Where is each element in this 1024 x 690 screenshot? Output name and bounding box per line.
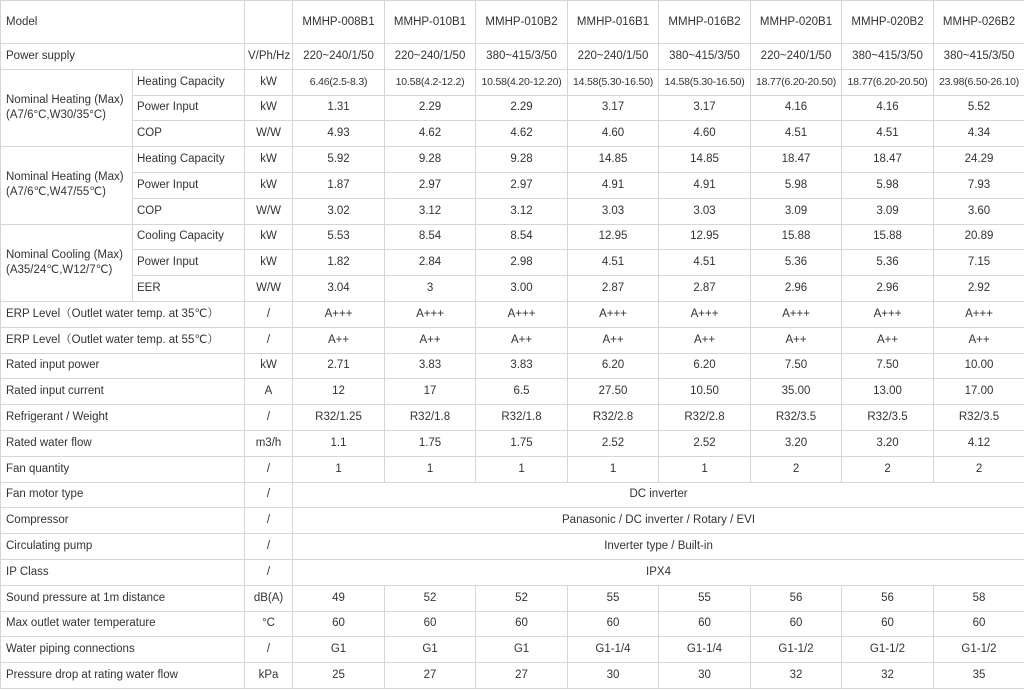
value-cell: 14.58(5.30-16.50)	[659, 69, 751, 95]
value-cell: 18.47	[842, 147, 934, 173]
value-cell: 380~415/3/50	[659, 44, 751, 70]
value-cell: 220~240/1/50	[751, 44, 842, 70]
value-cell: 2	[934, 456, 1024, 482]
value-cell: 17	[385, 379, 476, 405]
value-cell: 2.71	[293, 353, 385, 379]
value-cell: 4.51	[659, 250, 751, 276]
row-fan-motor	[1, 482, 1024, 508]
value-cell: 3.17	[568, 95, 659, 121]
value-cell: 35	[934, 663, 1024, 689]
unit-cell: /	[245, 405, 293, 431]
row-erp55	[1, 327, 1024, 353]
value-cell: 5.36	[751, 250, 842, 276]
value-cell: 2.97	[385, 172, 476, 198]
value-cell: A++	[751, 327, 842, 353]
value-cell: 2.87	[659, 276, 751, 302]
value-cell: 1	[293, 456, 385, 482]
sub-label: COP	[133, 121, 245, 147]
value-cell: 23.98(6.50-26.10)	[934, 69, 1024, 95]
value-cell: A+++	[568, 301, 659, 327]
unit-cell: /	[245, 508, 293, 534]
value-cell: A++	[568, 327, 659, 353]
row-cooling-eer	[1, 276, 1024, 302]
unit-cell: A	[245, 379, 293, 405]
model-header: MMHP-020B1	[751, 1, 842, 44]
value-cell: 56	[751, 585, 842, 611]
value-cell: 4.91	[659, 172, 751, 198]
row-heating1-capacity	[1, 69, 1024, 95]
value-cell: 8.54	[476, 224, 568, 250]
value-cell: 18.77(6.20-20.50)	[842, 69, 934, 95]
model-header: MMHP-016B1	[568, 1, 659, 44]
row-label: Fan quantity	[1, 456, 245, 482]
row-refrigerant	[1, 405, 1024, 431]
value-cell: G1	[476, 637, 568, 663]
header-row	[1, 1, 1024, 44]
row-label: Rated water flow	[1, 430, 245, 456]
value-cell: 3.04	[293, 276, 385, 302]
value-cell: G1-1/2	[934, 637, 1024, 663]
value-cell: 6.5	[476, 379, 568, 405]
row-water-piping	[1, 637, 1024, 663]
model-header: MMHP-010B1	[385, 1, 476, 44]
value-cell: 3.09	[842, 198, 934, 224]
value-cell: 15.88	[751, 224, 842, 250]
value-cell: 4.60	[568, 121, 659, 147]
unit-cell: W/W	[245, 121, 293, 147]
value-cell: 5.52	[934, 95, 1024, 121]
model-header: MMHP-016B2	[659, 1, 751, 44]
value-cell: 4.51	[751, 121, 842, 147]
value-cell: 2.92	[934, 276, 1024, 302]
value-cell: 4.91	[568, 172, 659, 198]
value-cell: 10.50	[659, 379, 751, 405]
value-cell: 1	[476, 456, 568, 482]
unit-cell: kW	[245, 69, 293, 95]
row-compressor	[1, 508, 1024, 534]
value-cell: 60	[476, 611, 568, 637]
value-cell: 380~415/3/50	[476, 44, 568, 70]
group-label-cooling: Nominal Cooling (Max) (A35/24℃,W12/7℃)	[1, 224, 133, 301]
value-cell: 2.29	[385, 95, 476, 121]
value-cell: R32/1.8	[385, 405, 476, 431]
value-cell: 49	[293, 585, 385, 611]
value-cell: A+++	[842, 301, 934, 327]
value-cell: 30	[568, 663, 659, 689]
value-cell: 3.09	[751, 198, 842, 224]
value-cell: G1	[385, 637, 476, 663]
unit-cell: kPa	[245, 663, 293, 689]
sub-label: Power Input	[133, 95, 245, 121]
value-cell: 2.87	[568, 276, 659, 302]
value-cell: 27	[385, 663, 476, 689]
value-cell: 5.53	[293, 224, 385, 250]
row-label: Rated input current	[1, 379, 245, 405]
header-unit-cell	[245, 1, 293, 44]
value-cell: 27.50	[568, 379, 659, 405]
value-cell: G1	[293, 637, 385, 663]
value-cell: 3.60	[934, 198, 1024, 224]
value-cell: 15.88	[842, 224, 934, 250]
value-cell: A++	[934, 327, 1024, 353]
row-heating2-capacity	[1, 147, 1024, 173]
value-cell: 52	[385, 585, 476, 611]
value-cell: 27	[476, 663, 568, 689]
row-label: Power supply	[1, 44, 245, 70]
value-cell: 2.98	[476, 250, 568, 276]
row-label: Refrigerant / Weight	[1, 405, 245, 431]
value-cell: 7.93	[934, 172, 1024, 198]
row-label: Max outlet water temperature	[1, 611, 245, 637]
value-cell: 1.75	[476, 430, 568, 456]
value-cell: 12.95	[568, 224, 659, 250]
sub-label: Power Input	[133, 250, 245, 276]
merged-value-cell: DC inverter	[293, 482, 1024, 508]
value-cell: 3.12	[476, 198, 568, 224]
row-rated-power	[1, 353, 1024, 379]
value-cell: 4.51	[568, 250, 659, 276]
value-cell: 18.47	[751, 147, 842, 173]
value-cell: G1-1/4	[568, 637, 659, 663]
value-cell: 7.15	[934, 250, 1024, 276]
value-cell: 3.00	[476, 276, 568, 302]
row-circulating-pump	[1, 534, 1024, 560]
merged-value-cell: IPX4	[293, 559, 1024, 585]
value-cell: 1.82	[293, 250, 385, 276]
value-cell: 32	[751, 663, 842, 689]
value-cell: 60	[385, 611, 476, 637]
value-cell: 2	[751, 456, 842, 482]
unit-cell: /	[245, 482, 293, 508]
row-max-outlet-temp	[1, 611, 1024, 637]
unit-cell: kW	[245, 95, 293, 121]
row-heating2-power	[1, 172, 1024, 198]
value-cell: A++	[476, 327, 568, 353]
value-cell: 14.85	[568, 147, 659, 173]
row-label: ERP Level（Outlet water temp. at 55℃）	[1, 327, 245, 353]
value-cell: R32/3.5	[751, 405, 842, 431]
unit-cell: W/W	[245, 198, 293, 224]
unit-cell: W/W	[245, 276, 293, 302]
unit-cell: /	[245, 534, 293, 560]
value-cell: 5.36	[842, 250, 934, 276]
value-cell: A+++	[659, 301, 751, 327]
value-cell: 3.02	[293, 198, 385, 224]
value-cell: A+++	[476, 301, 568, 327]
model-header: MMHP-008B1	[293, 1, 385, 44]
unit-cell: /	[245, 327, 293, 353]
row-label: Rated input power	[1, 353, 245, 379]
unit-cell: kW	[245, 147, 293, 173]
merged-value-cell: Inverter type / Built-in	[293, 534, 1024, 560]
value-cell: A+++	[385, 301, 476, 327]
value-cell: 25	[293, 663, 385, 689]
value-cell: 6.20	[568, 353, 659, 379]
row-label: Fan motor type	[1, 482, 245, 508]
merged-value-cell: Panasonic / DC inverter / Rotary / EVI	[293, 508, 1024, 534]
sub-label: Cooling Capacity	[133, 224, 245, 250]
value-cell: 3.20	[842, 430, 934, 456]
row-label: Compressor	[1, 508, 245, 534]
value-cell: 1	[659, 456, 751, 482]
value-cell: 24.29	[934, 147, 1024, 173]
value-cell: 32	[842, 663, 934, 689]
sub-label: Heating Capacity	[133, 69, 245, 95]
value-cell: 220~240/1/50	[568, 44, 659, 70]
value-cell: 58	[934, 585, 1024, 611]
value-cell: 4.34	[934, 121, 1024, 147]
value-cell: 7.50	[842, 353, 934, 379]
value-cell: 56	[842, 585, 934, 611]
value-cell: 1.1	[293, 430, 385, 456]
unit-cell: °C	[245, 611, 293, 637]
value-cell: 35.00	[751, 379, 842, 405]
value-cell: 2.52	[568, 430, 659, 456]
value-cell: G1-1/2	[751, 637, 842, 663]
sub-label: EER	[133, 276, 245, 302]
value-cell: 13.00	[842, 379, 934, 405]
row-ip-class	[1, 559, 1024, 585]
model-header: MMHP-010B2	[476, 1, 568, 44]
row-label: Sound pressure at 1m distance	[1, 585, 245, 611]
value-cell: 380~415/3/50	[934, 44, 1024, 70]
value-cell: R32/2.8	[568, 405, 659, 431]
row-label: Circulating pump	[1, 534, 245, 560]
value-cell: 60	[842, 611, 934, 637]
value-cell: 380~415/3/50	[842, 44, 934, 70]
value-cell: 8.54	[385, 224, 476, 250]
unit-cell: /	[245, 456, 293, 482]
value-cell: 4.12	[934, 430, 1024, 456]
row-power-supply	[1, 44, 1024, 70]
unit-cell: kW	[245, 172, 293, 198]
value-cell: 7.50	[751, 353, 842, 379]
row-heating1-cop	[1, 121, 1024, 147]
value-cell: R32/3.5	[934, 405, 1024, 431]
model-label: Model	[1, 1, 245, 44]
value-cell: R32/3.5	[842, 405, 934, 431]
row-label: Water piping connections	[1, 637, 245, 663]
value-cell: 2.96	[842, 276, 934, 302]
value-cell: 2.96	[751, 276, 842, 302]
unit-cell: kW	[245, 250, 293, 276]
value-cell: R32/1.8	[476, 405, 568, 431]
value-cell: 60	[659, 611, 751, 637]
row-label: IP Class	[1, 559, 245, 585]
value-cell: 14.58(5.30-16.50)	[568, 69, 659, 95]
value-cell: 60	[568, 611, 659, 637]
value-cell: 1	[385, 456, 476, 482]
value-cell: A++	[293, 327, 385, 353]
row-water-flow	[1, 430, 1024, 456]
row-heating2-cop	[1, 198, 1024, 224]
group-label-heating1: Nominal Heating (Max) (A7/6°C,W30/35°C)	[1, 69, 133, 146]
unit-cell: /	[245, 637, 293, 663]
value-cell: 2.97	[476, 172, 568, 198]
unit-cell: dB(A)	[245, 585, 293, 611]
row-cooling-power	[1, 250, 1024, 276]
value-cell: 12	[293, 379, 385, 405]
value-cell: 4.51	[842, 121, 934, 147]
value-cell: 4.62	[476, 121, 568, 147]
unit-cell: kW	[245, 353, 293, 379]
value-cell: 220~240/1/50	[385, 44, 476, 70]
value-cell: 10.58(4.2-12.2)	[385, 69, 476, 95]
model-header: MMHP-020B2	[842, 1, 934, 44]
value-cell: 6.20	[659, 353, 751, 379]
value-cell: 1	[568, 456, 659, 482]
row-heating1-power	[1, 95, 1024, 121]
value-cell: 4.62	[385, 121, 476, 147]
value-cell: 3.83	[476, 353, 568, 379]
value-cell: 6.46(2.5-8.3)	[293, 69, 385, 95]
unit-cell: m3/h	[245, 430, 293, 456]
value-cell: A+++	[751, 301, 842, 327]
value-cell: 3.17	[659, 95, 751, 121]
value-cell: 1.87	[293, 172, 385, 198]
row-erp35	[1, 301, 1024, 327]
value-cell: 10.00	[934, 353, 1024, 379]
value-cell: 30	[659, 663, 751, 689]
value-cell: 4.16	[842, 95, 934, 121]
value-cell: 55	[659, 585, 751, 611]
value-cell: 3.83	[385, 353, 476, 379]
value-cell: 5.98	[751, 172, 842, 198]
value-cell: 3.03	[568, 198, 659, 224]
value-cell: 3.12	[385, 198, 476, 224]
unit-cell: /	[245, 301, 293, 327]
value-cell: G1-1/4	[659, 637, 751, 663]
value-cell: 17.00	[934, 379, 1024, 405]
value-cell: 55	[568, 585, 659, 611]
value-cell: A++	[842, 327, 934, 353]
sub-label: COP	[133, 198, 245, 224]
value-cell: 220~240/1/50	[293, 44, 385, 70]
value-cell: 18.77(6.20-20.50)	[751, 69, 842, 95]
sub-label: Power Input	[133, 172, 245, 198]
value-cell: R32/2.8	[659, 405, 751, 431]
value-cell: 9.28	[385, 147, 476, 173]
row-label: Pressure drop at rating water flow	[1, 663, 245, 689]
value-cell: 4.16	[751, 95, 842, 121]
value-cell: 20.89	[934, 224, 1024, 250]
unit-cell: V/Ph/Hz	[245, 44, 293, 70]
value-cell: 3.03	[659, 198, 751, 224]
value-cell: A+++	[934, 301, 1024, 327]
value-cell: A++	[659, 327, 751, 353]
row-label: ERP Level（Outlet water temp. at 35℃）	[1, 301, 245, 327]
value-cell: 12.95	[659, 224, 751, 250]
unit-cell: /	[245, 559, 293, 585]
value-cell: 3	[385, 276, 476, 302]
value-cell: 5.98	[842, 172, 934, 198]
value-cell: 1.75	[385, 430, 476, 456]
sub-label: Heating Capacity	[133, 147, 245, 173]
row-sound-pressure	[1, 585, 1024, 611]
row-pressure-drop	[1, 663, 1024, 689]
value-cell: A+++	[293, 301, 385, 327]
value-cell: 2.52	[659, 430, 751, 456]
value-cell: R32/1.25	[293, 405, 385, 431]
unit-cell: kW	[245, 224, 293, 250]
value-cell: 5.92	[293, 147, 385, 173]
value-cell: 4.60	[659, 121, 751, 147]
value-cell: 1.31	[293, 95, 385, 121]
value-cell: 2	[842, 456, 934, 482]
value-cell: 2.84	[385, 250, 476, 276]
value-cell: 60	[934, 611, 1024, 637]
value-cell: 10.58(4.20-12.20)	[476, 69, 568, 95]
model-header: MMHP-026B2	[934, 1, 1024, 44]
value-cell: G1-1/2	[842, 637, 934, 663]
group-label-heating2: Nominal Heating (Max) (A7/6℃,W47/55℃)	[1, 147, 133, 224]
value-cell: 60	[751, 611, 842, 637]
row-fan-quantity	[1, 456, 1024, 482]
value-cell: 9.28	[476, 147, 568, 173]
value-cell: 4.93	[293, 121, 385, 147]
value-cell: 14.85	[659, 147, 751, 173]
value-cell: 3.20	[751, 430, 842, 456]
row-cooling-capacity	[1, 224, 1024, 250]
value-cell: 2.29	[476, 95, 568, 121]
value-cell: 52	[476, 585, 568, 611]
value-cell: 60	[293, 611, 385, 637]
row-rated-current	[1, 379, 1024, 405]
value-cell: A++	[385, 327, 476, 353]
